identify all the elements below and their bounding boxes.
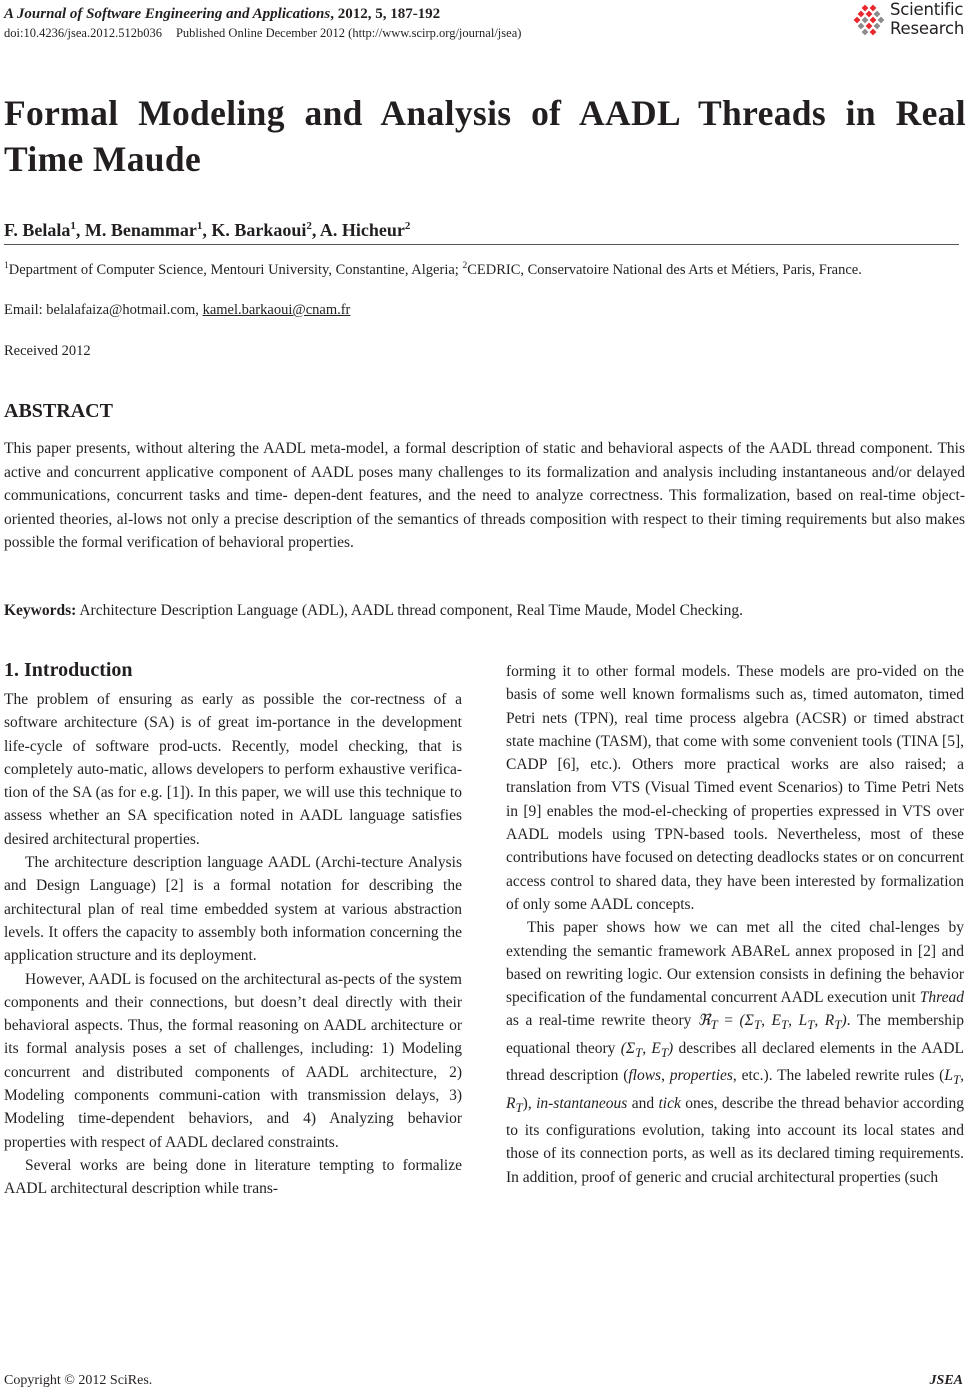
header-divider	[4, 244, 959, 245]
logo-diamond	[862, 5, 869, 12]
logo-diamond	[858, 23, 865, 30]
logo-diamond	[862, 29, 869, 36]
logo-diamond	[854, 17, 861, 24]
journal-abbrev: JSEA	[929, 1373, 963, 1388]
paper-title-line-2: Time Maude	[4, 139, 202, 179]
email-link[interactable]: kamel.barkaoui@cnam.fr	[202, 302, 351, 318]
journal-volume-info: , 2012, 5, 187-192	[330, 6, 441, 22]
logo-line-1: Scientific	[890, 0, 964, 19]
journal-doi-line	[4, 24, 724, 42]
doi: doi:10.4236/jsea.2012.512b036	[4, 26, 162, 40]
logo-diamond	[874, 11, 881, 18]
email-line: Email: belalafaiza@hotmail.com, kamel.barkaoui@cnam.fr	[4, 302, 351, 318]
paragraph: The problem of ensuring as early as possible the cor-rectness of a software architecture (SA) is of great im-portance in the development life-cycle of software prod-ucts. Recently, model checking, that is completely auto-matic, allows developers to perform exhaustive verifica-tion of the SA (as for e.g. [1]). In this paper, we will use this technique to assess whether an SA specification noted in AADL language satisfies desired architectural properties.	[4, 691, 462, 848]
scientific-research-logo	[851, 0, 969, 44]
logo-diamond	[862, 17, 869, 24]
logo-wordmark	[890, 0, 964, 38]
author-list	[4, 214, 410, 242]
paragraph: forming it to other formal models. These models are pro-vided on the basis of some well known formalisms such as, timed automaton, timed Petri nets (TPN), real time process algebra (ACSR) or timed abstract state machine (TASM), that come with some convenient tools (TINA [5], CADP [6], etc.). Others more practical works are also raised; a translation from VTS (Visual Timed event Scenarios) to Time Petri Nets in [9] enables the mod-el-checking of properties expressed in VTS over AADL models using TPN-based tools. Nevertheless, most of these contributions have focused on detecting deadlocks states or on concurrent access control to shared data, they have been interested by formalization of only some AADL concepts.	[506, 663, 964, 913]
scirp-logo-icon	[851, 2, 891, 40]
logo-diamond	[866, 11, 873, 18]
abstract-text: This paper presents, without altering the AADL meta-model, a formal description of static and behavioral aspects of the AADL thread component. This active and concurrent applicative component of AADL poses many challenges to its formalization and analysis including instantaneous and/or delayed communications, concurrent tasks and time- depen-dent features, and the need to analyze correctness. This formalization, based on real-time object-oriented theories, al-lows not only a precise description of the semantics of threads composition with respect to their timing requirements but also makes possible the formal verification of behavioral properties.	[4, 440, 965, 551]
logo-diamond	[878, 17, 885, 24]
logo-diamond	[866, 23, 873, 30]
author: K. Barkaoui$^2$,	[211, 220, 320, 240]
section-heading: 1. Introduction	[4, 659, 133, 681]
journal-header	[4, 4, 724, 42]
logo-line-2: Research	[890, 19, 965, 38]
received-date: Received 2012	[4, 343, 91, 359]
keywords-list: Architecture Description Language (ADL), AADL thread component, Real Time Maude, Model Checking.	[76, 602, 743, 619]
author: F. Belala$^1$,	[4, 220, 85, 240]
logo-diamond	[870, 5, 877, 12]
logo-diamond	[858, 11, 865, 18]
right-column	[506, 660, 964, 1189]
paper-title	[4, 90, 966, 182]
logo-diamond	[874, 23, 881, 30]
affiliations: $^1$Department of Computer Science, Mentouri University, Constantine, Algeria; $^2$CEDRIC, Conservatoire National des Arts et Métiers, Paris, France.	[4, 261, 862, 278]
paper-title-line-1: Formal Modeling and Analysis of AADL Threads in Real	[4, 93, 966, 133]
author: A. Hicheur$^2$	[319, 220, 411, 240]
keywords-label: Keywords:	[4, 602, 77, 619]
logo-diamond	[870, 29, 877, 36]
left-column	[4, 656, 462, 1201]
paragraph: The architecture description language AADL (Archi-tecture Analysis and Design Language) [2] is a formal notation for describing the architectural plan of real time embedded system at various abstraction levels. It offers the capacity to assembly both information concerning the application structure and its deployment.	[4, 854, 462, 965]
published-online: Published Online December 2012 (http://www.scirp.org/journal/jsea)	[175, 26, 522, 40]
journal-title: A Journal of Software Engineering and Applications	[4, 6, 331, 22]
paragraph: This paper shows how we can met all the cited chal-lenges by extending the semantic framework ABAReL annex proposed in [2] and based on rewriting logic. Our extension consists in defining the behavior specification of the fundamental concurrent AADL execution unit Thread as a real-time rewrite theory ℜ$_T$ = ($\Sigma_T$, $E_T$, $L_T$, $R_T$). The membership equational theory ($\Sigma_T$, $E_T$) describes all declared elements in the AADL thread description (flows, properties, etc.). The labeled rewrite rules ($L_T$, $R_T$), in-stantaneous and tick ones, describe the thread behavior according to its configurations evolution, taking into account its local states and those of its connection ports, as well as its declared timing requirements. In addition, proof of generic and crucial architectural properties (such	[506, 919, 965, 1186]
keywords	[4, 599, 969, 622]
author: M. Benammar$^1$,	[84, 220, 212, 240]
abstract-heading: ABSTRACT	[4, 400, 113, 422]
journal-citation	[4, 4, 724, 24]
paragraph: Several works are being done in literature tempting to formalize AADL architectural description while trans-	[4, 1156, 462, 1198]
logo-diamond	[870, 17, 877, 24]
paragraph: However, AADL is focused on the architectural as-pects of the system components and their connections, but doesn’t deal directly with their behavioral aspects. Thus, the formal reasoning on AADL architecture or its formal analysis poses a set of challenges, including: 1) Modeling concurrent and distributed components of AADL architecture, 2) Modeling components communi-cation with transmission delays, 3) Modeling time-dependent behaviors, and 4) Analyzing behavior properties with respect of AADL declared constraints.	[4, 970, 462, 1151]
copyright: Copyright © 2012 SciRes.	[4, 1373, 153, 1388]
